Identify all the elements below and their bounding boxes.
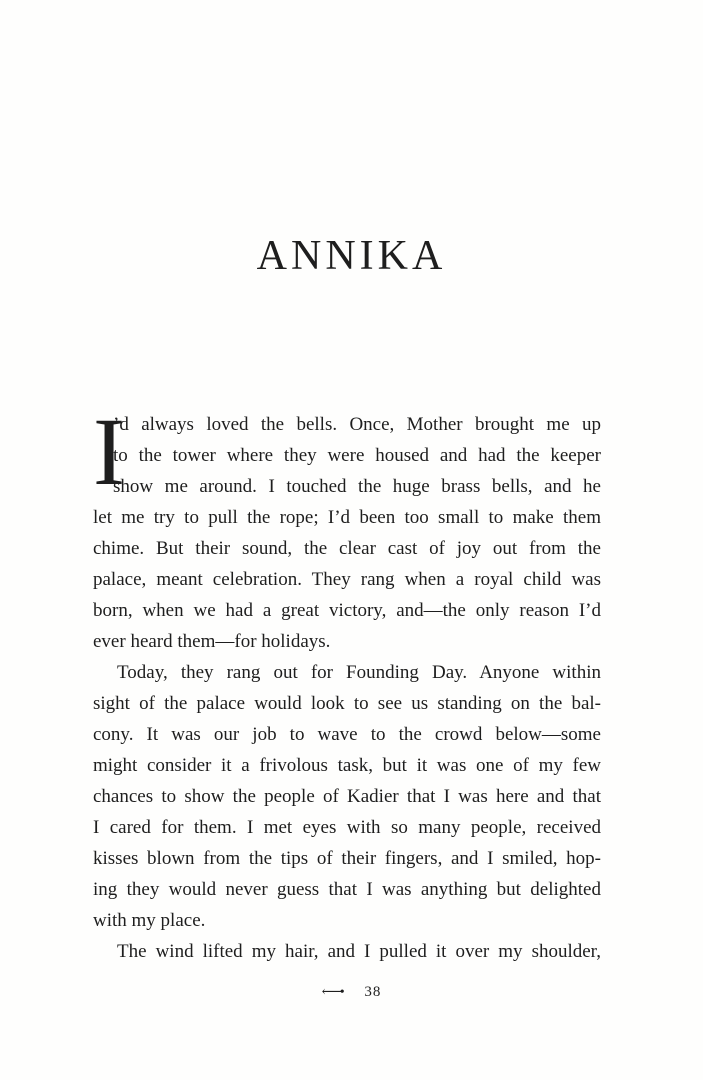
- page-footer: [0, 984, 703, 1001]
- page-number: 38: [364, 984, 382, 1001]
- text-line: chime. But their sound, the clear cast of joy out from the: [93, 538, 601, 559]
- text-line: ’d always loved the bells. Once, Mother brought me up: [113, 414, 601, 435]
- drop-cap: I: [93, 398, 125, 505]
- text-line: kisses blown from the tips of their fingers, and I smiled, hop-: [93, 848, 601, 869]
- text-line: I cared for them. I met eyes with so many people, received: [93, 817, 601, 838]
- text-line: let me try to pull the rope; I’d been too small to make them: [93, 507, 601, 528]
- text-line: The wind lifted my hair, and I pulled it over my shoulder,: [117, 941, 601, 962]
- text-line: ing they would never guess that I was anything but delighted: [93, 879, 601, 900]
- text-line: palace, meant celebration. They rang when a royal child was: [93, 569, 601, 590]
- text-line: show me around. I touched the huge brass bells, and he: [113, 476, 601, 497]
- text-line: ever heard them—for holidays.: [93, 631, 331, 652]
- ornament-icon: ⟵•: [321, 985, 343, 1001]
- text-line: with my place.: [93, 910, 206, 931]
- chapter-title: ANNIKA: [256, 233, 447, 279]
- text-line: sight of the palace would look to see us standing on the bal-: [93, 693, 601, 714]
- text-line: chances to show the people of Kadier that I was here and that: [93, 786, 601, 807]
- body-text: [93, 398, 601, 967]
- text-line: might consider it a frivolous task, but it was one of my few: [93, 755, 601, 776]
- text-line: born, when we had a great victory, and—the only reason I’d: [93, 600, 601, 621]
- text-line: Today, they rang out for Founding Day. Anyone within: [117, 662, 601, 683]
- text-line: cony. It was our job to wave to the crowd below—some: [93, 724, 601, 745]
- text-line: to the tower where they were housed and had the keeper: [113, 445, 601, 466]
